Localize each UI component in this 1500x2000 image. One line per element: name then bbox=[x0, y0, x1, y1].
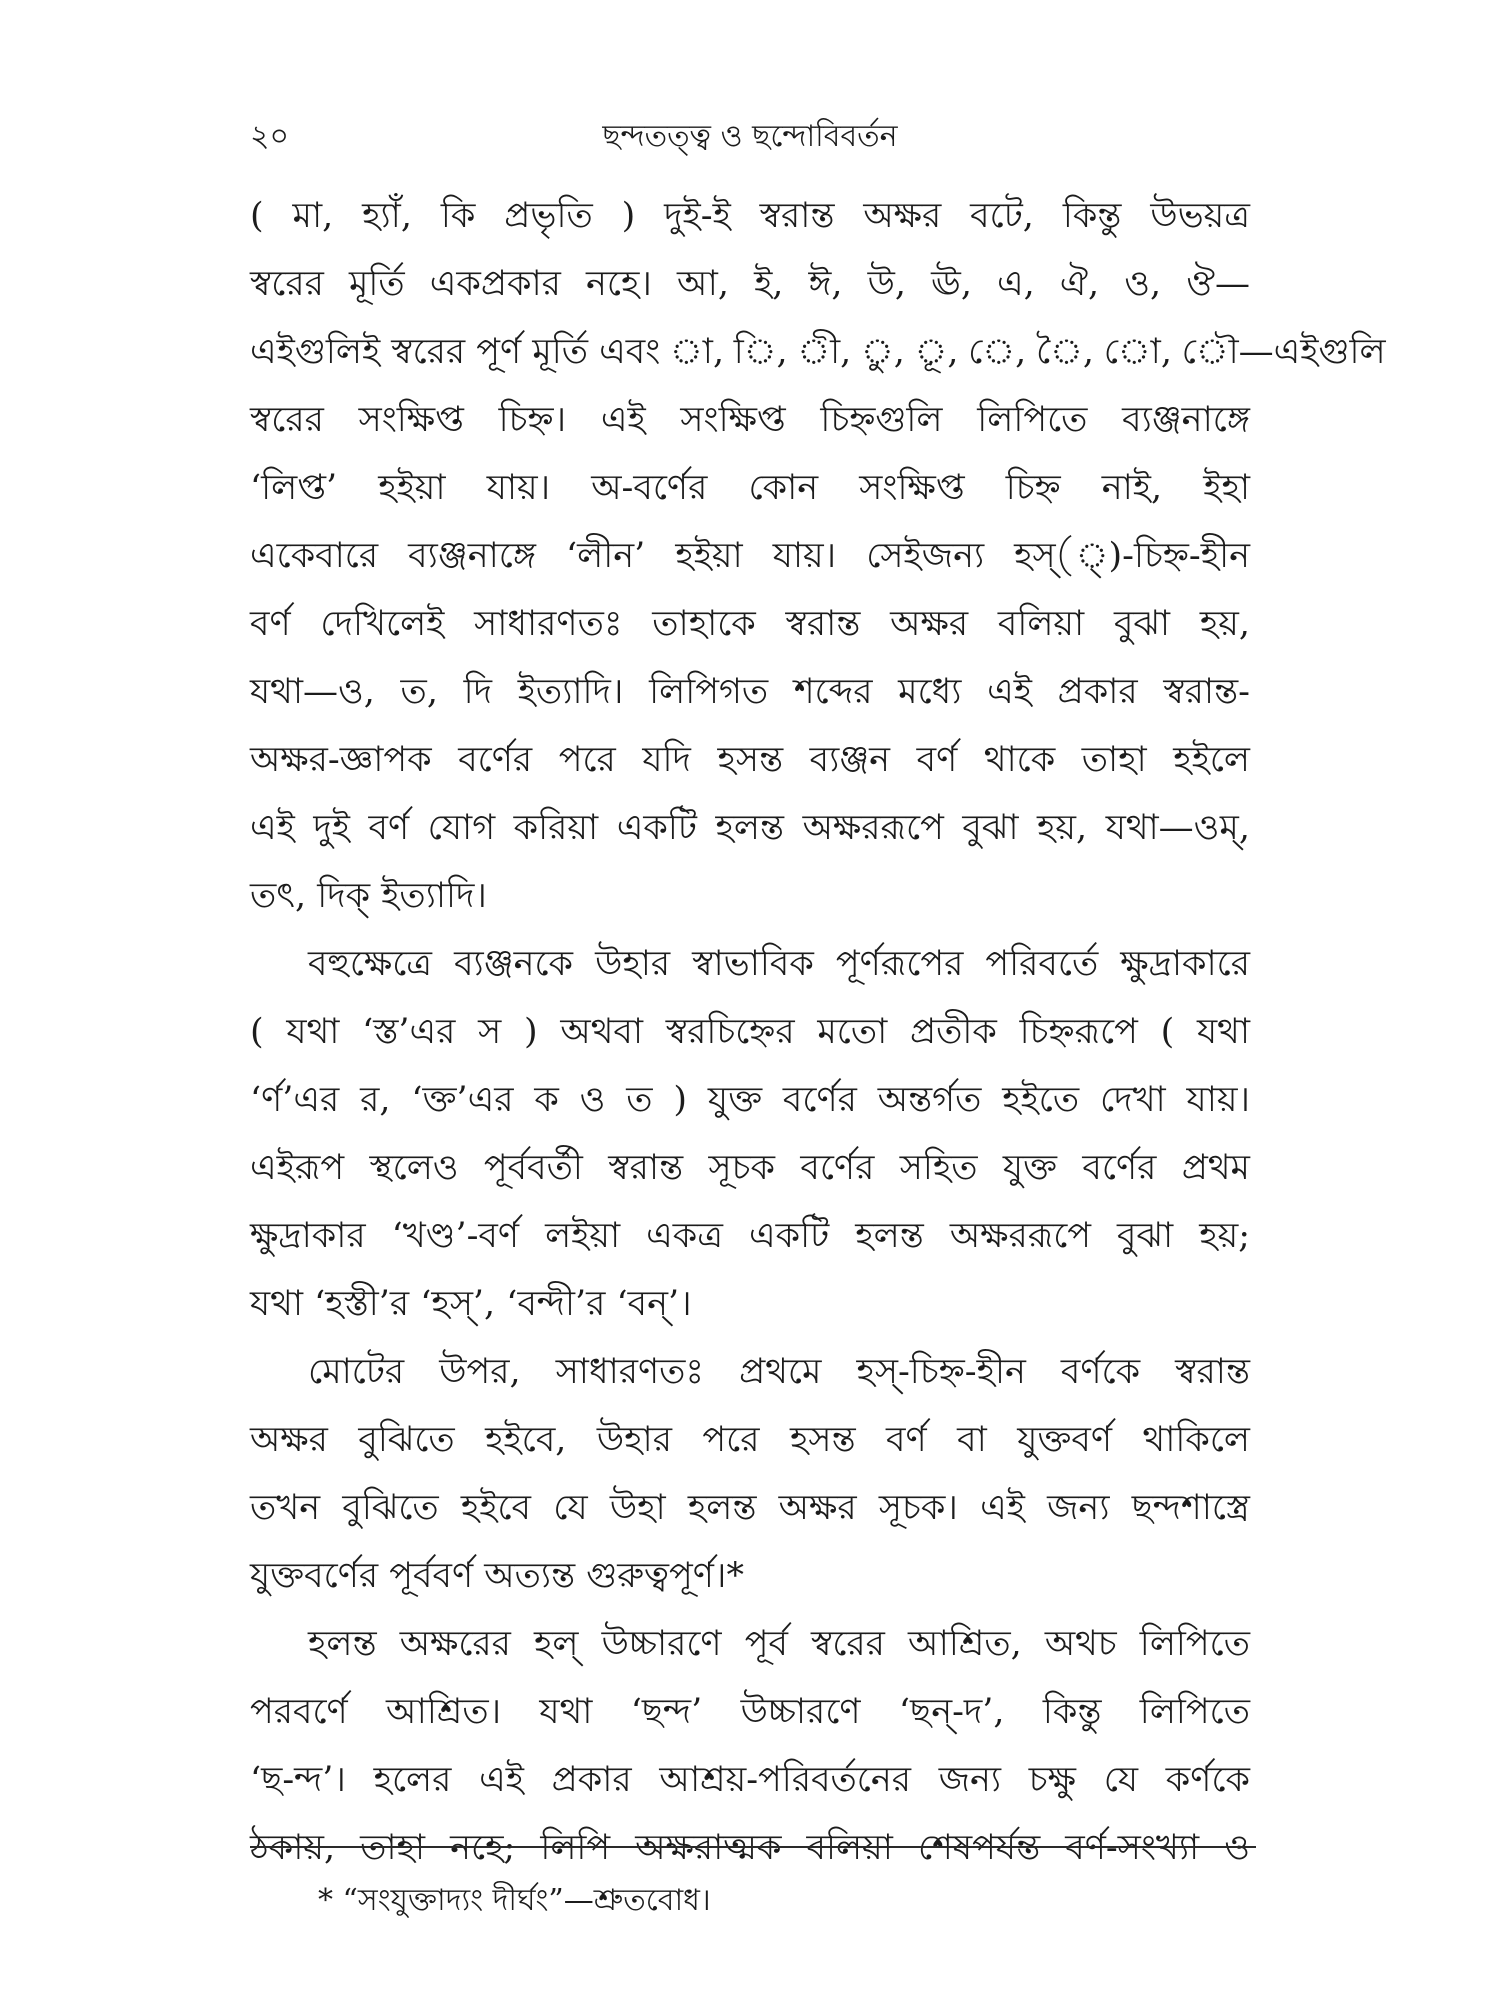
text-line: স্বরের মূর্তি একপ্রকার নহে। আ, ই, ঈ, উ, ঊ, এ, ঐ, ও, ঔ— bbox=[250, 264, 1250, 304]
text-line: এইরূপ স্থলেও পূর্ববর্তী স্বরান্ত সূচক বর্ণের সহিত যুক্ত বর্ণের প্রথম bbox=[250, 1148, 1250, 1188]
text-line: অক্ষর বুঝিতে হইবে, উহার পরে হসন্ত বর্ণ বা যুক্তবর্ণ থাকিলে bbox=[250, 1420, 1250, 1460]
text-line: এইগুলিই স্বরের পূর্ণ মূর্তি এবং া, ি, ী, ু, ূ, ে, ৈ, ো, ৌ—এইগুলি bbox=[250, 332, 1386, 372]
text-line: ক্ষুদ্রাকার ‘খণ্ড’-বর্ণ লইয়া একত্র একটি হলন্ত অক্ষররূপে বুঝা হয়; bbox=[250, 1216, 1250, 1256]
text-line: ( যথা ‘স্ত’এর স ) অথবা স্বরচিহ্নের মতো প্রতীক চিহ্নরূপে ( যথা bbox=[250, 1012, 1250, 1052]
body-text bbox=[250, 182, 1386, 1882]
running-title: ছন্দতত্ত্ব ও ছন্দোবিবর্তন bbox=[602, 119, 898, 154]
text-line: তখন বুঝিতে হইবে যে উহা হলন্ত অক্ষর সূচক। এই জন্য ছন্দশাস্ত্রে bbox=[250, 1488, 1250, 1528]
text-line: এই দুই বর্ণ যোগ করিয়া একটি হলন্ত অক্ষররূপে বুঝা হয়, যথা—ওম্, bbox=[250, 808, 1250, 848]
paragraph-4 bbox=[250, 1610, 1250, 1882]
text-line: হলন্ত অক্ষরের হল্ উচ্চারণে পূর্ব স্বরের আশ্রিত, অথচ লিপিতে bbox=[308, 1624, 1250, 1664]
text-line: ( মা, হ্যাঁ, কি প্রভৃতি ) দুই-ই স্বরান্ত অক্ষর বটে, কিন্তু উভয়ত্র bbox=[250, 196, 1250, 236]
text-line: ‘র্ণ’এর র, ‘ক্ত’এর ক ও ত ) যুক্ত বর্ণের অন্তর্গত হইতে দেখা যায়। bbox=[250, 1080, 1250, 1120]
text-line: যুক্তবর্ণের পূর্ববর্ণ অত্যন্ত গুরুত্বপূর্ণ।* bbox=[250, 1556, 744, 1596]
text-line: একেবারে ব্যঞ্জনাঙ্গে ‘লীন’ হইয়া যায়। সেইজন্য হস্(্)-চিহ্ন-হীন bbox=[250, 536, 1250, 576]
text-line: পরবর্ণে আশ্রিত। যথা ‘ছন্দ’ উচ্চারণে ‘ছন্-দ’, কিন্তু লিপিতে bbox=[250, 1692, 1250, 1732]
text-line: ‘লিপ্ত’ হইয়া যায়। অ-বর্ণের কোন সংক্ষিপ্ত চিহ্ন নাই, ইহা bbox=[250, 468, 1250, 508]
page-header bbox=[250, 112, 1250, 162]
text-line: যথা ‘হস্তী’র ‘হস্’, ‘বন্দী’র ‘বন্’। bbox=[250, 1284, 692, 1324]
footnote: * “সংযুক্তাদ্যং দীর্ঘং”—শ্রুতবোধ। bbox=[318, 1883, 711, 1918]
paragraph-2 bbox=[250, 930, 1250, 1338]
text-line: ঠকায়, তাহা নহে; লিপি অক্ষরাত্মক বলিয়া শেষপর্যন্ত বর্ণ-সংখ্যা ও bbox=[250, 1828, 1250, 1868]
paragraph-1 bbox=[250, 182, 1386, 930]
text-line: বর্ণ দেখিলেই সাধারণতঃ তাহাকে স্বরান্ত অক্ষর বলিয়া বুঝা হয়, bbox=[250, 604, 1250, 644]
text-line: অক্ষর-জ্ঞাপক বর্ণের পরে যদি হসন্ত ব্যঞ্জন বর্ণ থাকে তাহা হইলে bbox=[250, 740, 1250, 780]
text-line: বহুক্ষেত্রে ব্যঞ্জনকে উহার স্বাভাবিক পূর্ণরূপের পরিবর্তে ক্ষুদ্রাকারে bbox=[308, 944, 1250, 984]
text-line: স্বরের সংক্ষিপ্ত চিহ্ন। এই সংক্ষিপ্ত চিহ্নগুলি লিপিতে ব্যঞ্জনাঙ্গে bbox=[250, 400, 1250, 440]
page-number: ২০ bbox=[250, 119, 290, 154]
footnote-divider bbox=[250, 1846, 1256, 1848]
text-line: ‘ছ-ন্দ’। হলের এই প্রকার আশ্রয়-পরিবর্তনের জন্য চক্ষু যে কর্ণকে bbox=[250, 1760, 1250, 1800]
text-line: তৎ, দিক্ ইত্যাদি। bbox=[250, 876, 487, 916]
text-line: যথা—ও, ত, দি ইত্যাদি। লিপিগত শব্দের মধ্যে এই প্রকার স্বরান্ত- bbox=[250, 672, 1250, 712]
text-line: মোটের উপর, সাধারণতঃ প্রথমে হস্-চিহ্ন-হীন বর্ণকে স্বরান্ত bbox=[308, 1352, 1250, 1392]
paragraph-3 bbox=[250, 1338, 1250, 1610]
